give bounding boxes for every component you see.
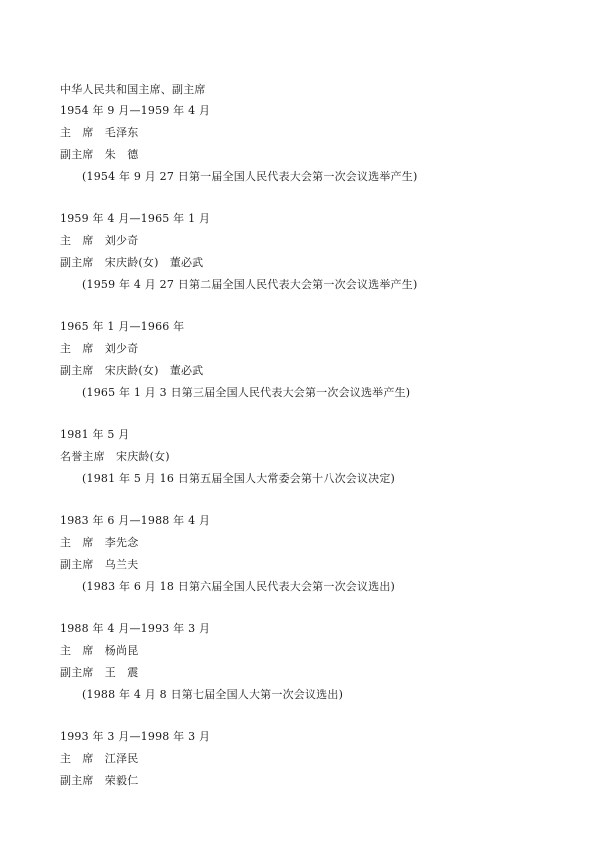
election-note: (1954 年 9 月 27 日第一届全国人民代表大会第一次会议选举产生) (82, 170, 418, 183)
office-holder-line: 副主席 宋庆龄(女) 董必武 (60, 256, 204, 269)
term-period: 1993 年 3 月—1998 年 3 月 (60, 730, 211, 743)
term-period: 1981 年 5 月 (60, 428, 130, 441)
election-note: (1981 年 5 月 16 日第五届全国人大常委会第十八次会议决定) (82, 472, 396, 485)
office-holder-line: 名誉主席 宋庆龄(女) (60, 450, 170, 463)
office-holder-line: 主 席 李先念 (60, 536, 139, 549)
office-holder-line: 主 席 毛泽东 (60, 126, 139, 139)
office-holder-line: 副主席 宋庆龄(女) 董必武 (60, 364, 204, 377)
term-period: 1954 年 9 月—1959 年 4 月 (60, 104, 211, 117)
term-period: 1983 年 6 月—1988 年 4 月 (60, 514, 211, 527)
office-holder-line: 副主席 荣毅仁 (60, 774, 139, 787)
election-note: (1965 年 1 月 3 日第三届全国人民代表大会第一次会议选举产生) (82, 386, 411, 399)
term-period: 1988 年 4 月—1993 年 3 月 (60, 622, 211, 635)
office-holder-line: 主 席 江泽民 (60, 752, 139, 765)
office-holder-line: 主 席 刘少奇 (60, 342, 139, 355)
term-period: 1959 年 4 月—1965 年 1 月 (60, 212, 211, 225)
term-period: 1965 年 1 月—1966 年 (60, 320, 185, 333)
office-holder-line: 主 席 杨尚昆 (60, 644, 139, 657)
office-holder-line: 主 席 刘少奇 (60, 234, 139, 247)
office-holder-line: 副主席 朱 德 (60, 148, 139, 161)
office-holder-line: 副主席 王 震 (60, 666, 139, 679)
document-title: 中华人民共和国主席、副主席 (60, 83, 206, 96)
election-note: (1959 年 4 月 27 日第二届全国人民代表大会第一次会议选举产生) (82, 278, 418, 291)
election-note: (1983 年 6 月 18 日第六届全国人民代表大会第一次会议选出) (82, 580, 396, 593)
election-note: (1988 年 4 月 8 日第七届全国人大第一次会议选出) (82, 688, 344, 701)
office-holder-line: 副主席 乌兰夫 (60, 558, 139, 571)
